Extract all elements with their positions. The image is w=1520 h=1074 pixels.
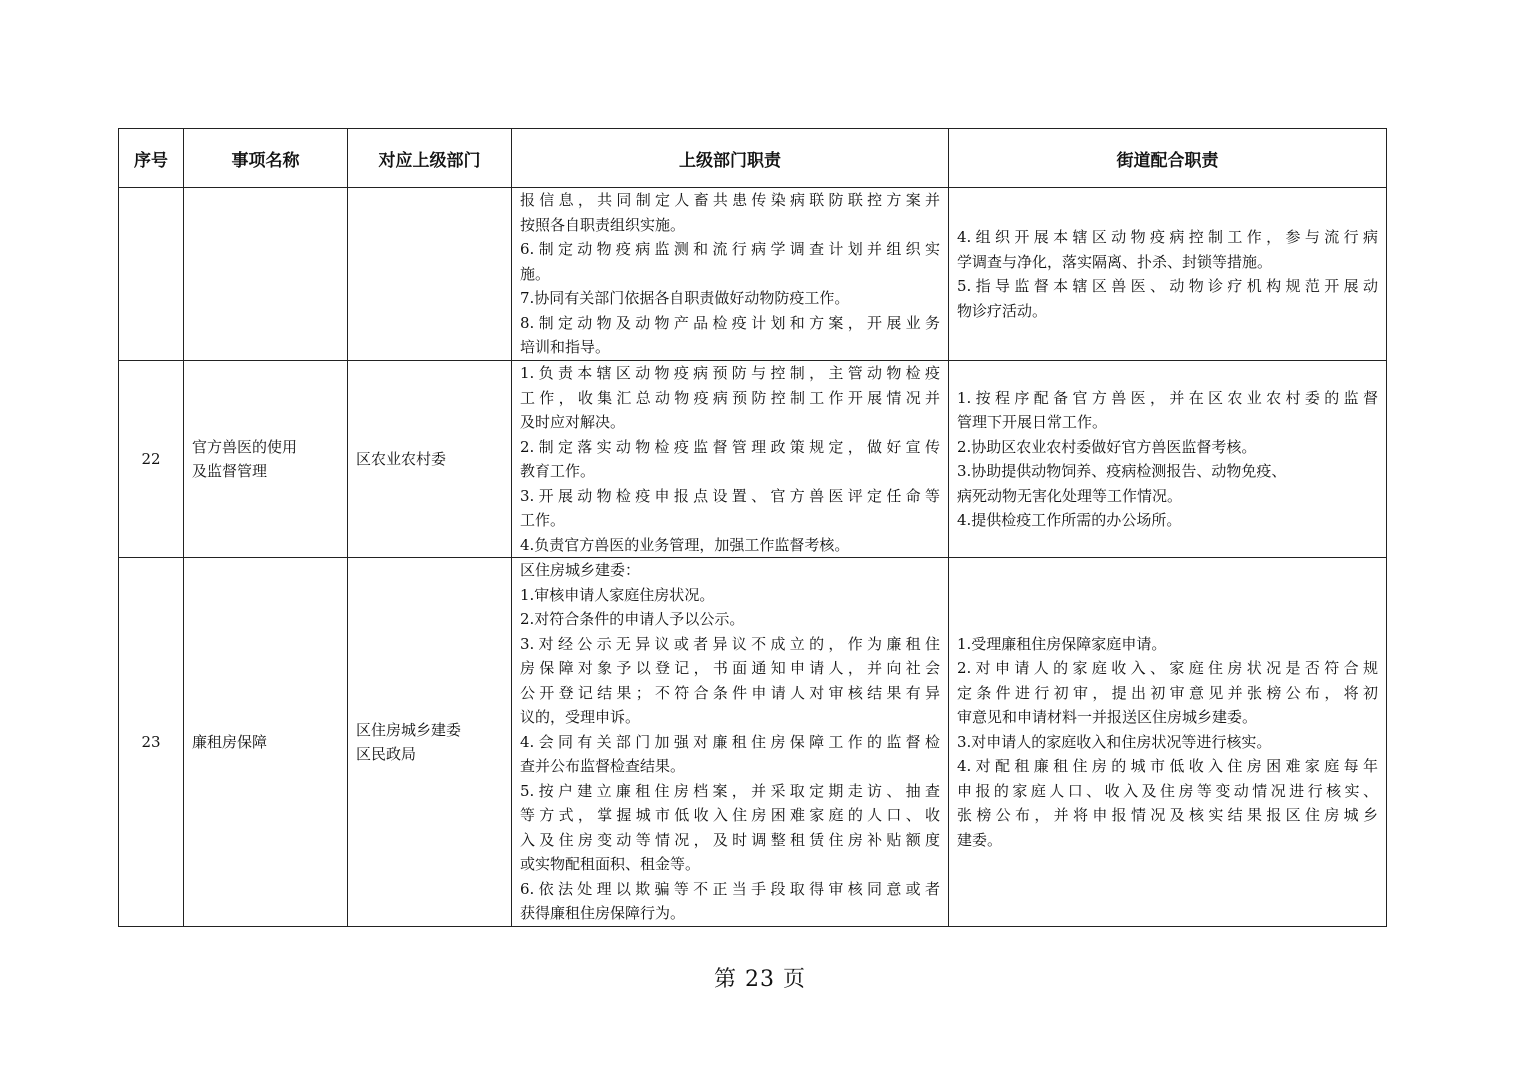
duty-line: 2.对符合条件的申请人予以公示。 (520, 610, 745, 629)
cell-item-name (184, 361, 348, 558)
item-line: 及监督管理 (192, 462, 268, 480)
coop-line: 管理下开展日常工作。 (957, 413, 1108, 431)
dept-line: 区住房城乡建委 (356, 720, 462, 739)
duty-line: 区住房城乡建委： (520, 561, 641, 580)
coop-line: 3.协助提供动物饲养、疫病检测报告、动物免疫、 (957, 462, 1287, 480)
coop-line: 4.组织开展本辖区动物疫病控制工作，参与流行病 (957, 228, 1378, 246)
cell-street-coop (949, 188, 1387, 361)
duty-line: 工作，收集汇总动物疫病预防控制工作开展情况并 (520, 388, 940, 407)
cell-dept (348, 188, 512, 361)
header-superior-dept: 对应上级部门 (348, 129, 512, 188)
table-header-row (119, 129, 1387, 188)
duty-line: 报信息，共同制定人畜共患传染病联防联控方案并 (520, 191, 940, 210)
dept-line: 区农业农村委 (356, 449, 447, 468)
coop-line: 建委。 (957, 830, 1003, 849)
duty-line: 1.审核申请人家庭住房状况。 (520, 585, 715, 604)
coop-line: 4.提供检疫工作所需的办公场所。 (957, 511, 1182, 529)
coop-line: 2.对申请人的家庭收入、家庭住房状况是否符合规 (957, 659, 1378, 678)
cell-dept (348, 361, 512, 558)
responsibility-table (118, 128, 1387, 927)
dept-line: 区民政局 (356, 745, 417, 763)
duty-line: 8.制定动物及动物产品检疫计划和方案，开展业务 (520, 313, 940, 332)
table-row (119, 361, 1387, 558)
coop-line: 学调查与净化，落实隔离、扑杀、封锁等措施。 (957, 252, 1273, 271)
header-item-name: 事项名称 (184, 129, 348, 188)
duty-line: 及时应对解决。 (520, 413, 626, 431)
coop-line: 张榜公布，并将申报情况及核实结果报区住房城乡 (957, 806, 1378, 825)
duty-line: 2.制定落实动物检疫监督管理政策规定，做好宣传 (520, 437, 940, 456)
header-superior-duty: 上级部门职责 (512, 129, 949, 188)
cell-no: 22 (119, 361, 184, 558)
duty-line: 施。 (520, 264, 551, 283)
duty-line: 6.制定动物疫病监测和流行病学调查计划并组织实 (520, 240, 940, 259)
cell-no: 23 (119, 558, 184, 927)
cell-no (119, 188, 184, 361)
duty-line: 培训和指导。 (520, 338, 611, 357)
coop-line: 5.指导监督本辖区兽医、动物诊疗机构规范开展动 (957, 277, 1378, 295)
item-line: 廉租房保障 (192, 732, 268, 751)
duty-line: 公开登记结果；不符合条件申请人对审核结果有异 (520, 683, 940, 702)
duty-line: 3.对经公示无异议或者异议不成立的，作为廉租住 (520, 634, 940, 653)
cell-item-name (184, 558, 348, 927)
coop-line: 1.受理廉租住房保障家庭申请。 (957, 634, 1167, 653)
cell-street-coop (949, 361, 1387, 558)
table-row (119, 558, 1387, 927)
header-street-coop: 街道配合职责 (949, 129, 1387, 188)
duty-line: 1.负责本辖区动物疫病预防与控制，主管动物检疫 (520, 364, 940, 382)
coop-line: 物诊疗活动。 (957, 301, 1048, 320)
cell-superior-duty (512, 361, 949, 558)
duty-line: 或实物配租面积、租金等。 (520, 855, 701, 874)
duty-line: 入及住房变动等情况，及时调整租赁住房补贴额度 (520, 830, 940, 849)
duty-line: 议的，受理申诉。 (520, 708, 641, 727)
duty-line: 5.按户建立廉租住房档案，并采取定期走访、抽查 (520, 781, 940, 800)
duty-line: 教育工作。 (520, 462, 596, 480)
cell-street-coop (949, 558, 1387, 927)
coop-line: 3.对申请人的家庭收入和住房状况等进行核实。 (957, 732, 1272, 751)
coop-line: 4.对配租廉租住房的城市低收入住房困难家庭每年 (957, 757, 1378, 776)
coop-line: 定条件进行初审，提出初审意见并张榜公布，将初 (957, 683, 1378, 702)
coop-line: 1.按程序配备官方兽医，并在区农业农村委的监督 (957, 388, 1378, 407)
duty-line: 等方式，掌握城市低收入住房困难家庭的人口、收 (520, 806, 940, 825)
duty-line: 4.负责官方兽医的业务管理，加强工作监督考核。 (520, 535, 850, 554)
coop-line: 2.协助区农业农村委做好官方兽医监督考核。 (957, 437, 1257, 456)
cell-dept (348, 558, 512, 927)
duty-line: 查并公布监督检查结果。 (520, 757, 686, 776)
cell-superior-duty (512, 188, 949, 361)
coop-line: 病死动物无害化处理等工作情况。 (957, 486, 1183, 505)
duty-line: 3.开展动物检疫申报点设置、官方兽医评定任命等 (520, 486, 940, 505)
item-line: 官方兽医的使用 (192, 437, 298, 456)
cell-superior-duty (512, 558, 949, 927)
duty-line: 工作。 (520, 511, 566, 529)
header-no: 序号 (119, 129, 184, 188)
coop-line: 审意见和申请材料一并报送区住房城乡建委。 (957, 708, 1258, 727)
table-row (119, 188, 1387, 361)
coop-line: 申报的家庭人口、收入及住房等变动情况进行核实、 (957, 781, 1378, 800)
duty-line: 4.会同有关部门加强对廉租住房保障工作的监督检 (520, 732, 940, 751)
duty-line: 获得廉租住房保障行为。 (520, 904, 686, 923)
duty-line: 7.协同有关部门依据各自职责做好动物防疫工作。 (520, 289, 850, 308)
duty-line: 按照各自职责组织实施。 (520, 215, 686, 234)
duty-line: 6.依法处理以欺骗等不正当手段取得审核同意或者 (520, 879, 940, 898)
cell-item-name (184, 188, 348, 361)
page-number: 第 23 页 (714, 967, 806, 992)
duty-line: 房保障对象予以登记，书面通知申请人，并向社会 (520, 659, 940, 678)
